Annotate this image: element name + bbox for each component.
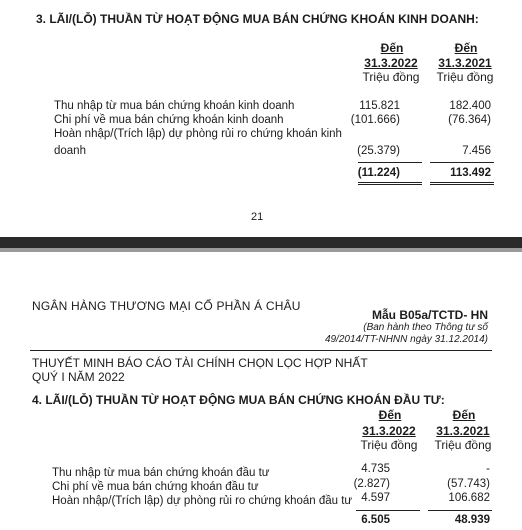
form-note-2: 49/2014/TT-NHNN ngày 31.12.2014) [324,334,488,345]
s3-row3-v2: 7.456 [462,145,491,157]
s3-col2-subtotal-rule [430,162,494,163]
s4-col1-unit: Triệu đồng [360,438,418,452]
s4-row3-v2: 106.682 [448,492,490,504]
s3-total-v1: (11.224) [357,167,400,179]
s4-row2-v1: (2.827) [353,478,390,490]
s4-col2-unit: Triệu đồng [434,438,492,452]
s4-row2-label: Chi phí về mua bán chứng khoán đầu tư [52,481,259,493]
form-code: Mẫu B05a/TCTD- HN [371,308,488,322]
s4-col2-heading: Đến [452,408,476,422]
s3-row1-v2: 182.400 [449,100,491,112]
s4-row1-v1: 4.735 [361,463,390,475]
s3-row3-label: Hoàn nhập/(Trích lập) dự phòng rủi ro chứng khoán kinh [54,128,342,140]
s4-col1-heading: Đến [378,408,402,422]
s3-row2-v2: (76.364) [448,114,491,126]
s3-row1-v1: 115.821 [359,100,400,112]
s3-col1-subtotal-rule [358,162,422,163]
s4-col1-subtotal-rule [356,510,420,511]
s4-total-v1: 6.505 [361,514,390,526]
s3-col2-double-rule [430,182,494,185]
document-period: QUÝ I NĂM 2022 [32,370,125,384]
s4-col1-date: 31.3.2022 [362,424,416,438]
s3-col1-heading: Đến [380,41,404,55]
s3-col1-unit: Triệu đồng [362,70,420,84]
document-title: THUYẾT MINH BÁO CÁO TÀI CHÍNH CHỌN LỌC HỢP NHẤT [32,356,368,370]
s3-row3-v1: (25.379) [357,145,400,157]
s3-col1-double-rule [358,182,422,185]
bank-name: NGÂN HÀNG THƯƠNG MẠI CỔ PHẦN Á CHÂU [32,299,301,313]
s3-row2-v1: (101.666) [350,114,400,126]
s4-row1-v2: - [486,463,490,475]
s3-col2-unit: Triệu đồng [436,70,494,84]
page-number: 21 [251,211,264,223]
form-note-1: (Ban hành theo Thông tư số [363,322,488,333]
s3-total-v2: 113.492 [450,167,491,179]
s4-row3-label: Hoàn nhập/(Trích lập) dự phòng rủi ro chứng khoán đầu tư [52,495,353,507]
s4-col2-subtotal-rule [428,510,492,511]
s3-row1-label: Thu nhập từ mua bán chứng khoán kinh doanh [54,100,295,112]
s4-row2-v2: (57.743) [447,478,490,490]
s3-row3-label-cont: doanh [54,145,86,157]
page-break-shadow [0,248,522,252]
s4-total-v2: 48.939 [454,514,490,526]
page-break-bar [0,237,522,248]
section4-title: 4. LÃI/(LỖ) THUẦN TỪ HOẠT ĐỘNG MUA BÁN CHỨNG KHOÁN ĐẦU TƯ: [32,393,445,407]
s4-row1-label: Thu nhập từ mua bán chứng khoán đầu tư [52,467,270,479]
s3-col2-date: 31.3.2021 [438,56,492,70]
header-rule [30,350,492,351]
s3-row2-label: Chi phí về mua bán chứng khoán kinh doanh [54,114,284,126]
s3-col1-date: 31.3.2022 [364,56,418,70]
s3-col2-heading: Đến [454,41,478,55]
section3-title: 3. LÃI/(LỖ) THUẦN TỪ HOẠT ĐỘNG MUA BÁN CHỨNG KHOÁN KINH DOANH: [36,12,479,26]
s4-col2-date: 31.3.2021 [436,424,490,438]
s4-row3-v1: 4.597 [361,492,390,504]
